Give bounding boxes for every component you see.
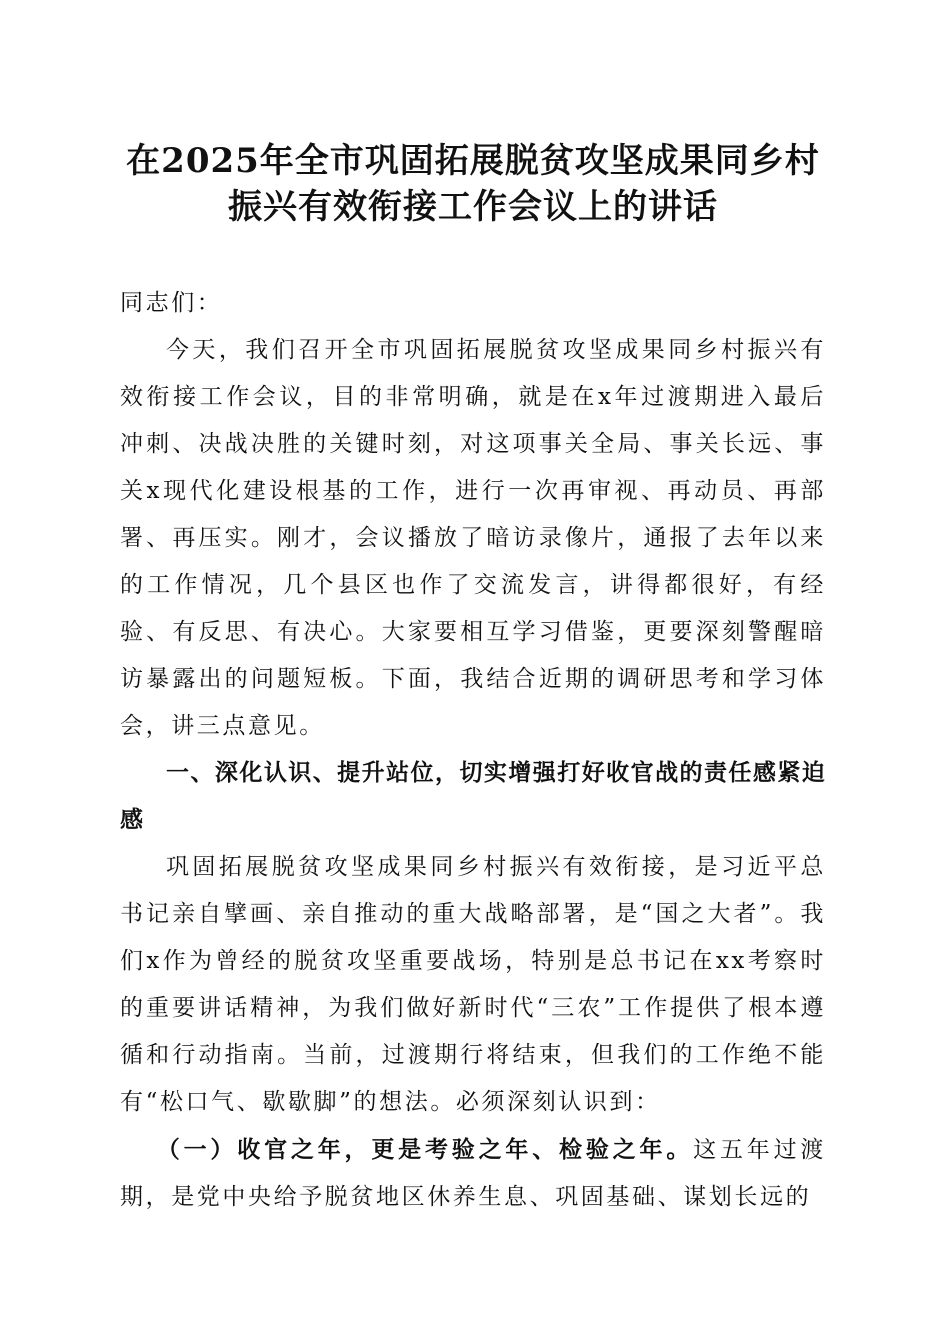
document-body: [120, 280, 826, 1221]
document-title-line2: 振兴有效衔接工作会议上的讲话: [228, 187, 718, 227]
subsection-paragraph-1: [120, 1126, 826, 1221]
paragraph-intro: 今天，我们召开全市巩固拓展脱贫攻坚成果同乡村振兴有效衔接工作会议，目的非常明确，就是在x年过渡期进入最后冲刺、决战决胜的关键时刻，对这项事关全局、事关长远、事关x现代化建设根基的工作，进行一次再审视、再动员、再部署、再压实。刚才，会议播放了暗访录像片，通报了去年以来的工作情况，几个县区也作了交流发言，讲得都很好，有经验、有反思、有决心。大家要相互学习借鉴，更要深刻警醒暗访暴露出的问题短板。下面，我结合近期的调研思考和学习体会，讲三点意见。: [120, 337, 826, 739]
subsection-heading-1: （一）收官之年，更是考验之年、检验之年。: [156, 1136, 694, 1163]
paragraph-section-1: 巩固拓展脱贫攻坚成果同乡村振兴有效衔接，是习近平总书记亲自擘画、亲自推动的重大战略部署，是“国之大者”。我们x作为曾经的脱贫攻坚重要战场，特别是总书记在xx考察时的重要讲话精神，为我们做好新时代“三农”工作提供了根本遵循和行动指南。当前，过渡期行将结束，但我们的工作绝不能有“松口气、歇歇脚”的想法。必须深刻认识到：: [120, 854, 826, 1115]
document-title-line1: 在2025年全市巩固拓展脱贫攻坚成果同乡村: [126, 141, 820, 181]
subsection-text-1: 这五年过渡期，是党中央给予脱贫地区休养生息、巩固基础、谋划长远的: [120, 1137, 827, 1210]
section-heading-1: 一、深化认识、提升站位，切实增强打好收官战的责任感紧迫感: [120, 760, 826, 833]
document-title: [120, 138, 826, 230]
salutation: 同志们：: [120, 290, 223, 316]
